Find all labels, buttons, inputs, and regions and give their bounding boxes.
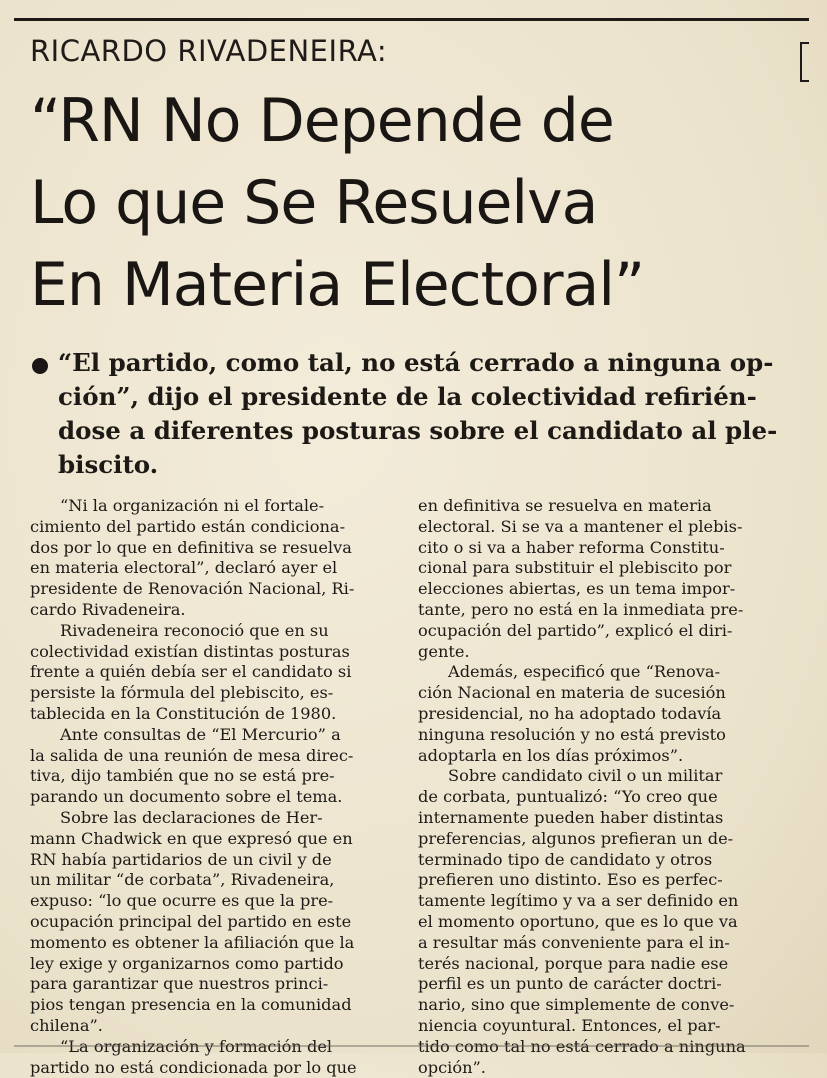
- body-text-line: cional para substituir el plebiscito por: [418, 558, 732, 578]
- bottom-rule: [14, 1045, 809, 1047]
- body-text-line: Sobre candidato civil o un militar: [448, 766, 723, 786]
- body-text-line: internamente pueden haber distintas: [418, 807, 724, 827]
- body-text-line: un militar “de corbata”, Rivadeneira,: [30, 870, 335, 890]
- body-text-line: en definitiva se resuelva en materia: [418, 496, 712, 515]
- body-text-line: de corbata, puntualizó: “Yo creo que: [418, 787, 718, 807]
- body-text-line: electoral. Si se va a mantener el plebis-: [418, 516, 743, 536]
- headline-line: Lo que Se Resuelva: [30, 168, 598, 238]
- deck-line: “El partido, como tal, no está cerrado a ninguna op-: [58, 348, 774, 377]
- body-text-line: parando un documento sobre el tema.: [30, 787, 343, 807]
- body-text-line: cito o si va a haber reforma Constitu-: [418, 537, 725, 557]
- body-column-left: [30, 496, 388, 1078]
- body-text-line: ley exige y organizarnos como partido: [30, 953, 344, 973]
- body-text-line: prefieren uno distinto. Eso es perfec-: [418, 870, 723, 890]
- body-text-line: niencia coyuntural. Entonces, el par-: [418, 1015, 721, 1035]
- body-text-line: adoptarla en los días próximos”.: [418, 745, 684, 765]
- body-text-line: gente.: [418, 641, 470, 661]
- body-text-line: “Ni la organización ni el fortale-: [60, 496, 325, 515]
- body-text-line: RN había partidarios de un civil y de: [30, 849, 332, 869]
- body-text-line: a resultar más conveniente para el in-: [418, 932, 730, 952]
- body-text-line: frente a quién debía ser el candidato si: [30, 662, 352, 682]
- body-text-line: terés nacional, porque para nadie ese: [418, 953, 729, 973]
- body-text-line: pios tengan presencia en la comunidad: [30, 995, 352, 1015]
- body-text-line: elecciones abiertas, es un tema impor-: [418, 579, 736, 599]
- body-text-line: tablecida en la Constitución de 1980.: [30, 703, 337, 723]
- body-text-line: persiste la fórmula del plebiscito, es-: [30, 683, 334, 703]
- body-text-line: ninguna resolución y no está previsto: [418, 724, 726, 744]
- body-text-line: ción Nacional en materia de sucesión: [418, 683, 726, 703]
- body-text-line: presidente de Renovación Nacional, Ri-: [30, 579, 355, 599]
- body-text-line: ocupación principal del partido en este: [30, 911, 352, 931]
- article-kicker: RICARDO RIVADENEIRA:: [30, 34, 388, 68]
- headline-line: En Materia Electoral”: [30, 250, 645, 320]
- body-text-line: Además, especificó que “Renova-: [448, 662, 721, 682]
- body-text-line: cardo Rivadeneira.: [30, 599, 186, 619]
- body-text-line: tante, pero no está en la inmediata pre-: [418, 599, 744, 619]
- body-text-line: Rivadeneira reconoció que en su: [60, 620, 329, 640]
- page-bracket-mark: [800, 42, 809, 82]
- deck-line: ción”, dijo el presidente de la colectividad refirién-: [58, 382, 757, 411]
- body-text-line: expuso: “lo que ocurre es que la pre-: [30, 891, 334, 911]
- body-text-line: dos por lo que en definitiva se resuelva: [30, 537, 352, 557]
- deck-line: dose a diferentes posturas sobre el candidato al ple-: [58, 416, 778, 445]
- bullet-icon: [32, 358, 48, 374]
- body-text-line: tamente legítimo y va a ser definido en: [418, 891, 739, 911]
- body-text-line: en materia electoral”, declaró ayer el: [30, 558, 338, 578]
- body-text-line: nario, sino que simplemente de conve-: [418, 995, 735, 1015]
- body-text-line: el momento oportuno, que es lo que va: [418, 911, 738, 931]
- article-headline: [30, 80, 810, 326]
- body-text-line: terminado tipo de candidato y otros: [418, 849, 713, 869]
- body-text-line: para garantizar que nuestros princi-: [30, 974, 329, 994]
- body-text-line: chilena”.: [30, 1015, 103, 1035]
- body-text-line: cimiento del partido están condiciona-: [30, 516, 346, 536]
- deck-text: [58, 346, 788, 482]
- body-text-line: tido como tal no está cerrado a ninguna: [418, 1036, 746, 1056]
- body-text-line: preferencias, algunos prefieran un de-: [418, 828, 734, 848]
- body-text-line: opción”.: [418, 1057, 486, 1077]
- body-text-line: partido no está condicionada por lo que: [30, 1057, 357, 1077]
- body-text-line: Sobre las declaraciones de Her-: [60, 807, 323, 827]
- body-text-line: perfil es un punto de carácter doctri-: [418, 974, 722, 994]
- body-text-line: colectividad existían distintas posturas: [30, 641, 350, 661]
- headline-line: “RN No Depende de: [30, 86, 614, 156]
- body-text-line: la salida de una reunión de mesa direc-: [30, 745, 354, 765]
- body-text-line: “La organización y formación del: [60, 1036, 333, 1056]
- article-deck: [32, 346, 788, 482]
- body-text-line: momento es obtener la afiliación que la: [30, 932, 355, 952]
- top-rule: [14, 18, 809, 21]
- body-text-line: presidencial, no ha adoptado todavía: [418, 703, 722, 723]
- body-text-line: Ante consultas de “El Mercurio” a: [60, 724, 341, 744]
- body-column-right: [418, 496, 790, 1078]
- body-text-line: mann Chadwick en que expresó que en: [30, 828, 353, 848]
- deck-line: biscito.: [58, 450, 159, 479]
- body-text-line: ocupación del partido”, explicó el diri-: [418, 620, 733, 640]
- body-text-line: tiva, dijo también que no se está pre-: [30, 766, 335, 786]
